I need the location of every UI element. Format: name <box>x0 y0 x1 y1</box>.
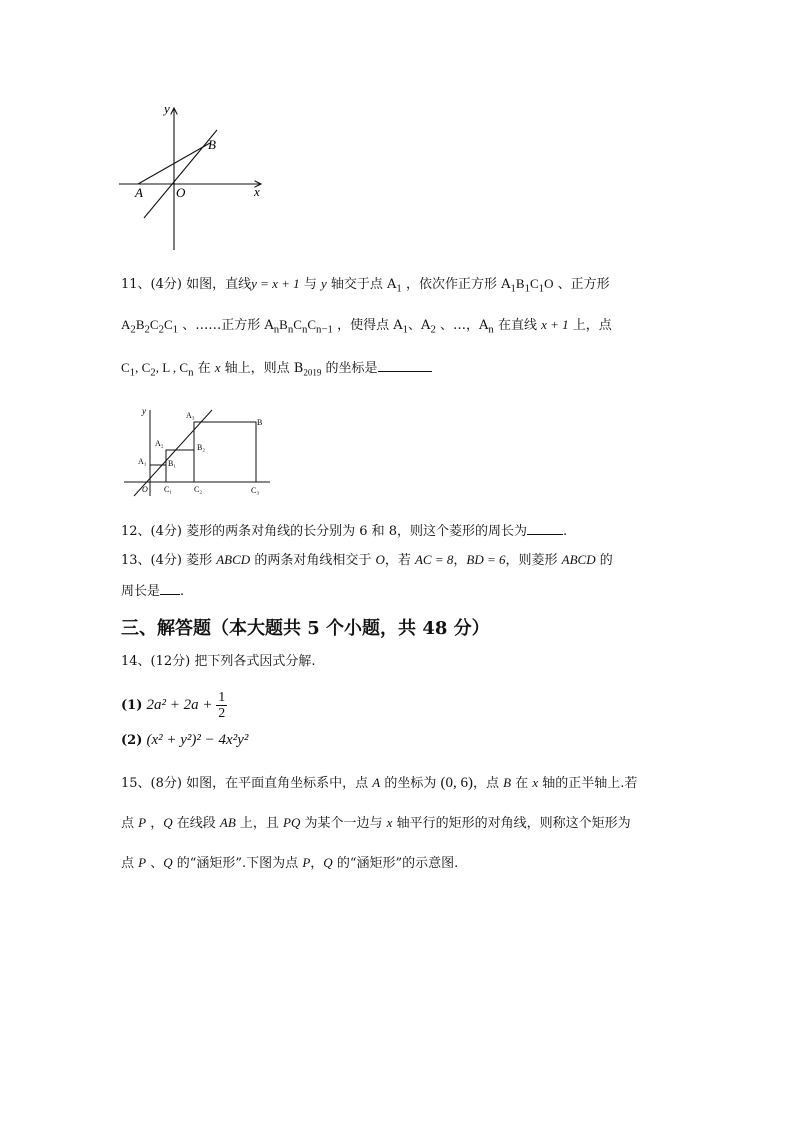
q12: 12、(4分) 菱形的两条对角线的长分别为 6 和 8，则这个菱形的周长为 . <box>121 520 567 542</box>
figure-squares <box>120 404 272 500</box>
fig2-a3: A₃ <box>186 411 195 420</box>
q11-answer-blank[interactable] <box>378 357 432 372</box>
fig2-c3: C₃ <box>251 486 260 495</box>
square-1 <box>150 465 166 482</box>
fig2-c1: C₁ <box>164 485 173 494</box>
q15-line1: 15、(8分) 如图，在平面直角坐标系中，点 A 的坐标为 (0, 6)，点 B 在 x 轴的正半轴上.若 <box>121 775 638 791</box>
q14-title: 14、(12分) 把下列各式因式分解. <box>121 654 316 669</box>
q15-line3: 点 P 、Q 的“涵矩形”.下图为点 P，Q 的“涵矩形”的示意图. <box>121 855 459 871</box>
q13-line2: 周长是 . <box>121 580 184 602</box>
fig2-b: B <box>257 418 263 427</box>
fig2-line <box>134 410 212 496</box>
q13-line1: 13、(4分) 菱形 ABCD 的两条对角线相交于 O，若 AC = 8，BD = 6，则菱形 ABCD 的 <box>121 552 613 568</box>
fig2-b2: B₂ <box>197 443 206 452</box>
q14-part1: (1) 2a² + 2a + $\frac{1}{2}$ <box>121 690 226 721</box>
q15-line2: 点 P ，Q 在线段 AB 上，且 PQ 为某个一边与 x 轴平行的矩形的对角线，则称这个矩形为 <box>121 815 631 831</box>
fig2-o: O <box>142 485 148 494</box>
figure-line-graph <box>115 98 275 256</box>
q11-line3: $C_1$, $C_2$, L , $C_n$ 在 x 轴上，则点 $B_{2019}$ 的坐标是 <box>121 357 432 383</box>
fig2-a2: A₂ <box>155 439 164 448</box>
origin-label: O <box>176 185 186 200</box>
fig2-y-label: y <box>142 406 146 416</box>
square-3 <box>194 422 256 482</box>
q14-part2: (2) (x² + y²)² − 4x²y² <box>121 732 249 748</box>
point-b-label: B <box>208 137 216 152</box>
fig2-c2: C₂ <box>194 485 203 494</box>
q12-answer-blank[interactable] <box>527 520 563 535</box>
section-3-title: 三、解答题（本大题共 5 个小题，共 48 分） <box>121 618 490 639</box>
x-axis-label: x <box>254 184 260 199</box>
q11-line2: $A_2B_2C_2C_1$ 、……正方形 $A_nB_nC_nC_{n-1}$ ，使得点 $A_1$、$A_2$ 、…，$A_n$ 在直线 x + 1 上，点 <box>121 317 612 336</box>
point-a-label: A <box>135 185 143 200</box>
fraction-one-half: $\frac{1}{2}$ <box>218 690 226 721</box>
y-axis-label: y <box>164 101 170 116</box>
fig2-b1: B₁ <box>168 459 177 468</box>
q11-line1: 11、(4分) 如图，直线y = x + 1 与 y 轴交于点 $A_1$ ，依次作正方形 $A_1B_1C_1O$ 、正方形 <box>121 276 610 295</box>
fig2-a1: A₁ <box>138 457 147 466</box>
q13-answer-blank[interactable] <box>160 580 180 595</box>
